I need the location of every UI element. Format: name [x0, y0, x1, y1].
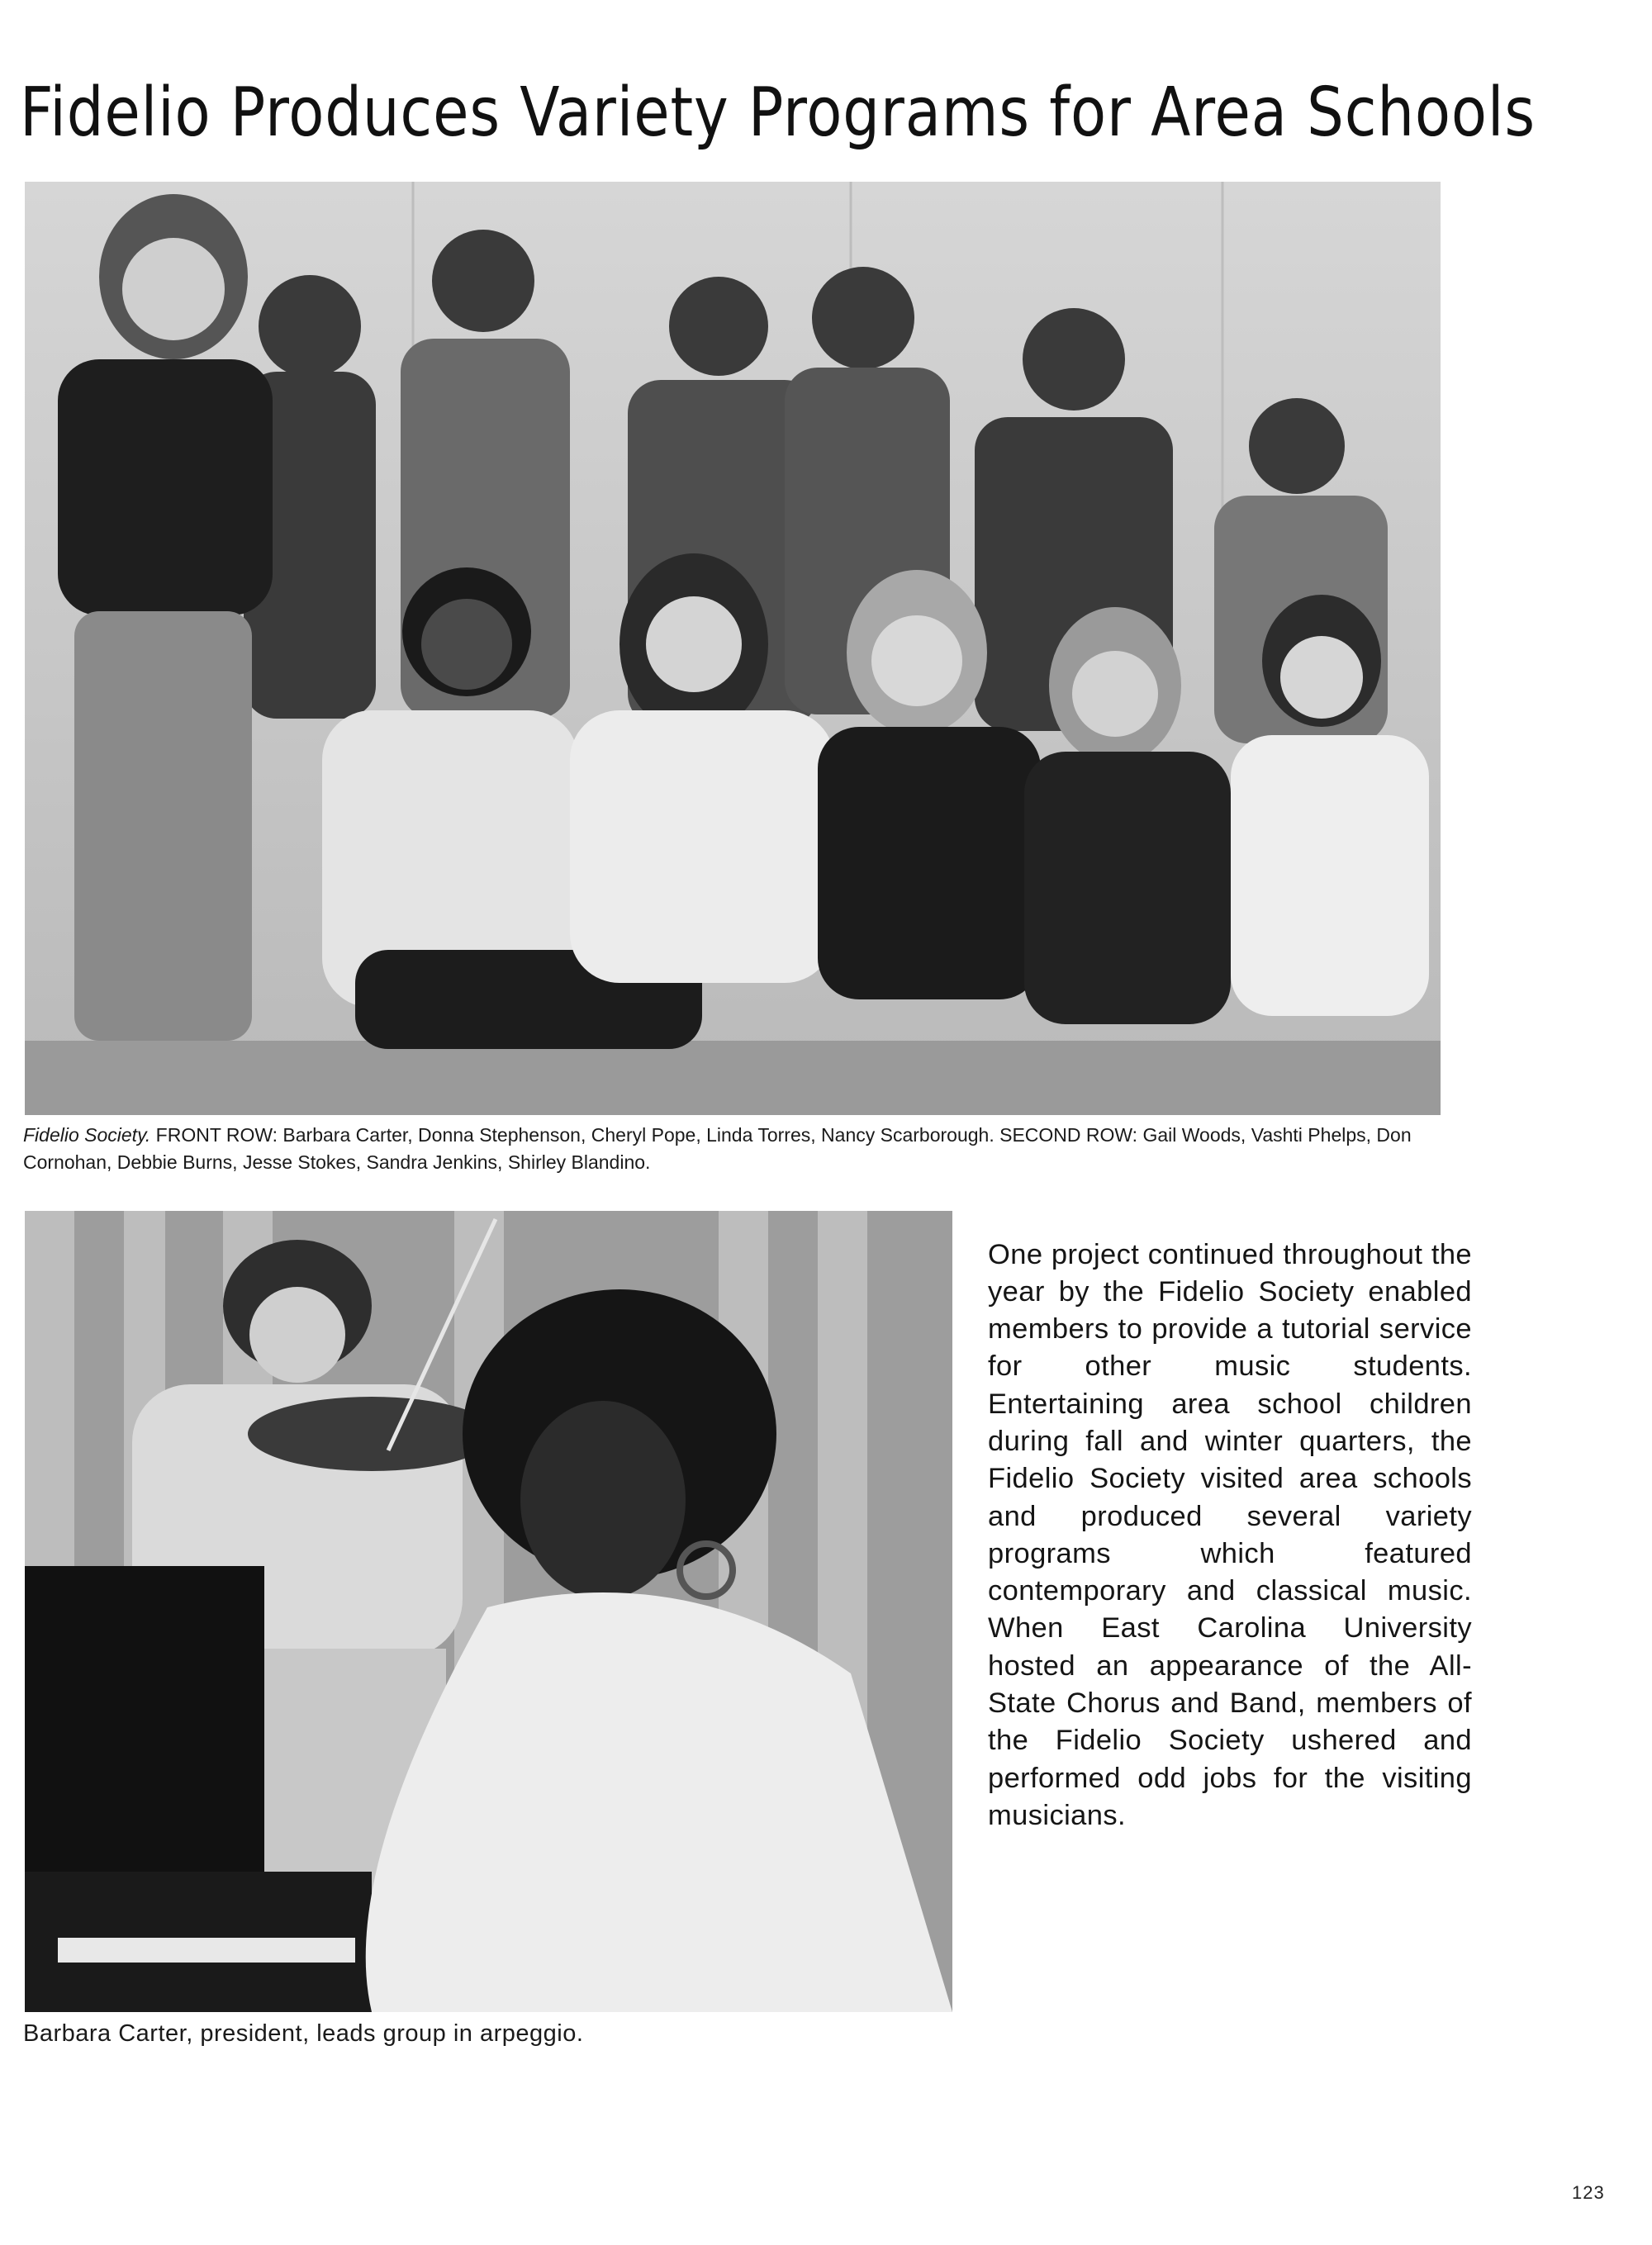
group-photo: [25, 182, 1441, 1115]
page-number: 123: [1572, 2182, 1605, 2203]
group-photo-caption: [23, 1122, 1452, 1176]
body-paragraph: One project continued throughout the year by the Fidelio Society enabled members to provide a tutorial service for other music students. Entertaining area school children during fall and winter quarters, the Fidelio Society visited area schools and produced several variety programs which featured contemporary and classical music. When East Carolina University hosted an appearance of the All-State Chorus and Band, members of the Fidelio Society ushered and performed odd jobs for the visiting musicians.: [988, 1238, 1472, 1831]
piano-photo: [25, 1211, 952, 2012]
caption-lead: Fidelio Society.: [23, 1124, 151, 1146]
caption-names: FRONT ROW: Barbara Carter, Donna Stephenson, Cheryl Pope, Linda Torres, Nancy Scarborough. SECOND ROW: Gail Woods, Vashti Phelps, Don Cornohan, Debbie Burns, Jesse Stokes, Sandra Jenkins, Shirley Blandino.: [23, 1124, 1412, 1173]
piano-photo-caption: Barbara Carter, president, leads group in arpeggio.: [23, 2020, 584, 2047]
page-headline: Fidelio Produces Variety Programs for Area Schools: [20, 74, 1536, 152]
